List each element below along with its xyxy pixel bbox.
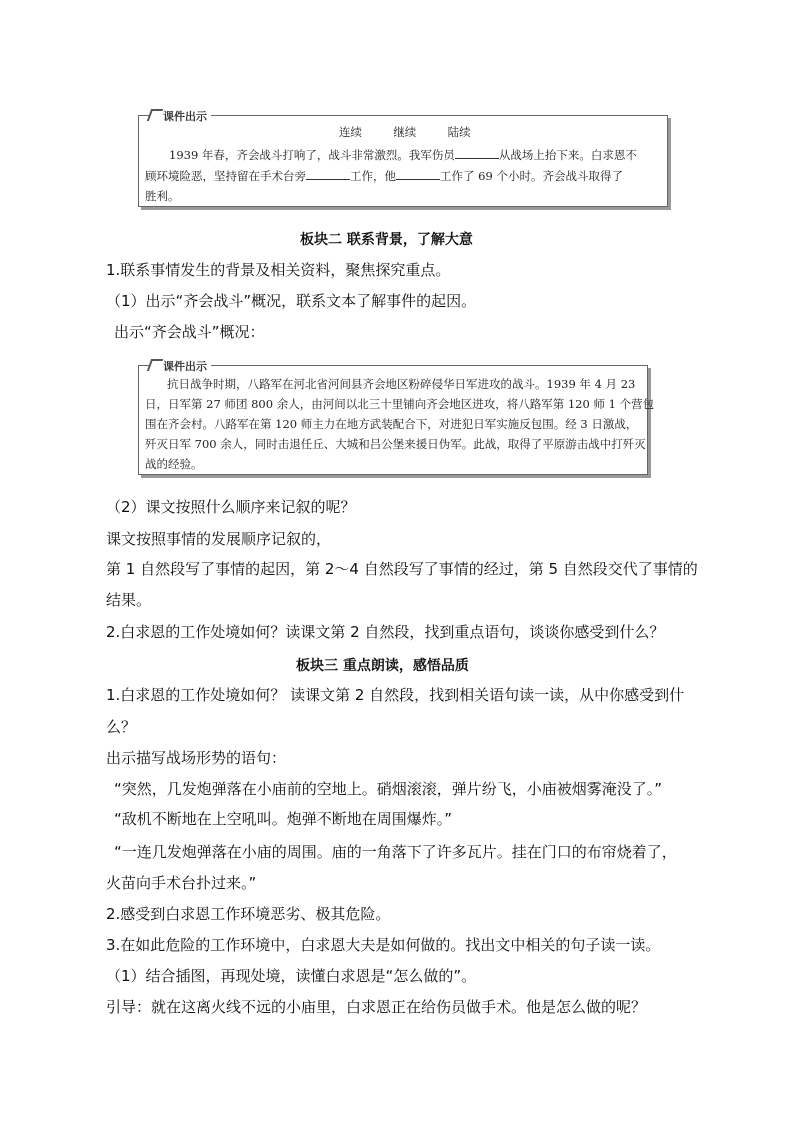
paragraph: （1）出示“齐会战斗”概况，联系文本了解事件的起因。 bbox=[106, 292, 477, 310]
paragraph: 第 1 自然段写了事情的起因，第 2～4 自然段写了事情的经过，第 5 自然段交代了事情的 bbox=[106, 560, 698, 578]
courseware-box-2 bbox=[138, 360, 655, 475]
paragraph: 么？ bbox=[106, 718, 137, 736]
word-option: 连续 bbox=[339, 125, 362, 139]
paragraph: 出示描写战场形势的语句： bbox=[106, 749, 287, 767]
paragraph: 1.白求恩的工作处境如何？ 读课文第 2 自然段，找到相关语句读一读，从中你感受到什 bbox=[106, 686, 685, 704]
section-heading-3: 板块三 重点朗读，感悟品质 bbox=[296, 658, 469, 674]
fill-blank[interactable] bbox=[455, 146, 499, 159]
background-line: 日，日军第 27 师团 800 余人，由河间以北三十里铺向齐会地区进攻，将八路军第 120 师 1 个营包 bbox=[145, 397, 655, 411]
quote: “敌机不断地在上空吼叫。炮弹不断地在周围爆炸。” bbox=[114, 810, 453, 828]
paragraph: 3.在如此危险的工作环境中，白求恩大夫是如何做的。找出文中相关的句子读一读。 bbox=[106, 936, 661, 954]
paragraph: （2）课文按照什么顺序来记叙的呢？ bbox=[106, 498, 356, 516]
quote: “一连几发炮弹落在小庙的周围。庙的一角落下了许多瓦片。挂在门口的布帘烧着了， bbox=[114, 843, 677, 861]
courseware-box-1 bbox=[138, 110, 668, 207]
courseware-tag: 课件出示 bbox=[149, 358, 211, 374]
paragraph: 出示“齐会战斗”概况： bbox=[114, 323, 265, 341]
paragraph: 2.感受到白求恩工作环境恶劣、极其危险。 bbox=[106, 905, 391, 923]
background-line: 战的经验。 bbox=[145, 457, 203, 471]
quote: “突然，几发炮弹落在小庙前的空地上。硝烟滚滚，弹片纷飞，小庙被烟雾淹没了。” bbox=[114, 780, 663, 798]
word-option: 陆续 bbox=[447, 125, 471, 139]
fill-blank[interactable] bbox=[396, 167, 440, 180]
exercise-line-1: 1939 年春，齐会战斗打响了，战斗非常激烈。我军伤员 从战场上抬下来。白求恩不 bbox=[169, 148, 637, 162]
paragraph: 结果。 bbox=[106, 591, 152, 609]
paragraph: 引导：就在这离火线不远的小庙里，白求恩正在给伤员做手术。他是怎么做的呢？ bbox=[106, 998, 647, 1016]
word-option: 继续 bbox=[393, 125, 417, 139]
courseware-tag: 课件出示 bbox=[149, 108, 211, 124]
paragraph: 2.白求恩的工作处境如何？读课文第 2 自然段，找到重点语句，谈谈你感受到什么？ bbox=[106, 623, 665, 641]
paragraph: 1.联系事情发生的背景及相关资料，聚焦探究重点。 bbox=[106, 261, 451, 279]
word-options bbox=[339, 124, 471, 140]
exercise-line-2: 顾环境险恶，坚持留在手术台旁 工作，他 工作了 69 个小时。齐会战斗取得了 bbox=[145, 169, 623, 183]
exercise-line-3: 胜利。 bbox=[145, 189, 180, 203]
paragraph: 课文按照事情的发展顺序记叙的， bbox=[106, 530, 332, 548]
quote: 火苗向手术台扑过来。” bbox=[106, 874, 257, 892]
background-line: 抗日战争时期，八路军在河北省河间县齐会地区粉碎侵华日军进攻的战斗。1939 年 4 月 23 bbox=[167, 377, 636, 391]
paragraph: （1）结合插图，再现处境，读懂白求恩是“怎么做的”。 bbox=[106, 967, 477, 985]
fill-blank[interactable] bbox=[306, 167, 350, 180]
background-line: 围在齐会村。八路军在第 120 师主力在地方武装配合下，对进犯日军实施反包围。经 3 日激战， bbox=[145, 417, 638, 431]
section-heading-2: 板块二 联系背景，了解大意 bbox=[300, 232, 473, 248]
background-line: 歼灭日军 700 余人，同时击退任丘、大城和吕公堡来援日伪军。此战，取得了平原游击战中打歼灭 bbox=[145, 437, 646, 451]
